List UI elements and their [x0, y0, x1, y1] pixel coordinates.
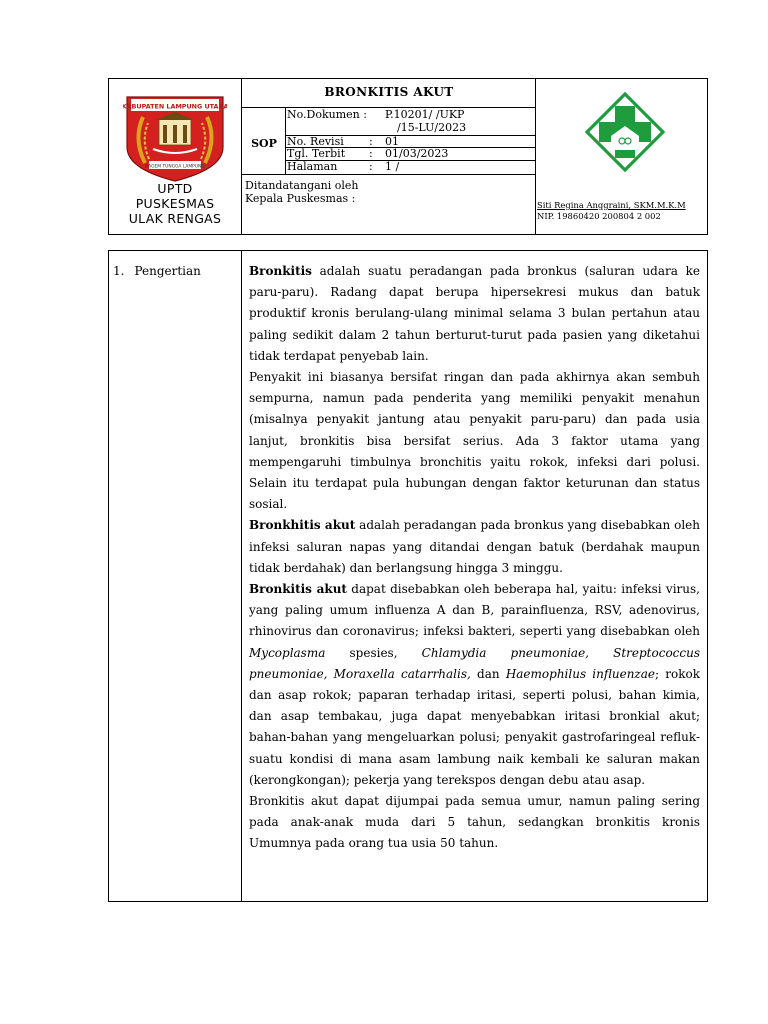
doc-colon: :: [369, 160, 373, 173]
term-bold: Bronkitis akut: [249, 582, 347, 597]
doc-key: No.Dokumen :: [287, 108, 367, 121]
organization-name: [109, 181, 241, 226]
paragraph-text: ; rokok dan asap rokok; paparan terhadap iritasi, seperti polusi, bahan kimia, dan asap tembakau, juga dapat menyebabkan iritasi bronkial akut; bahan-bahan yang mengeluarkan polusi; penyakit gastrofaringeal refluk-suatu kondisi di mana asam lambung naik kembali ke saluran makan (kerongkongan); pekerja yang terekspos dengan debu atau asap.: [249, 666, 700, 787]
paragraph-text: adalah peradangan pada bronkus yang disebabkan oleh infeksi saluran napas yang ditandai dengan batuk (berdahak maupun tidak berdahak) dan berlangsung hingga 3 minggu.: [249, 518, 700, 575]
paragraph: [249, 261, 700, 367]
regency-logo: [123, 89, 227, 189]
section-content: [249, 261, 700, 855]
paragraph-text: adalah suatu peradangan pada bronkus (saluran udara ke paru-paru). Radang dapat berupa hipersekresi mukus dan batuk produktif kronis berulang-ulang minimal selama 3 bulan pertahun atau paling sedikit dalam 2 tahun berturut-turut pada pasien yang diketahui tidak terdapat penyebab lain.: [249, 264, 700, 363]
signer-name: Siti Regina Anggraini, SKM.M.K.M: [537, 200, 686, 210]
doc-key: Tgl. Terbit: [287, 147, 346, 160]
signer-nip: NIP. 19860420 200804 2 002: [537, 211, 661, 221]
sop-label: SOP: [251, 137, 277, 150]
header-divider: [241, 174, 535, 175]
logo-motto: RAGEM TUNGGA LAMPUNG: [145, 164, 205, 170]
doc-value: /15-LU/2023: [397, 121, 467, 134]
doc-value: 1 /: [385, 160, 400, 173]
doc-key: Halaman: [287, 160, 338, 173]
org-line: UPTD: [157, 181, 193, 196]
signature-block: [245, 179, 359, 205]
species-name: Chlamydia pneumoniae, Streptococcus pneumoniae, Moraxella catarrhalis,: [249, 645, 700, 681]
section-number: 1.: [113, 264, 125, 278]
puskesmas-logo: [585, 92, 665, 172]
header-divider: [241, 79, 242, 234]
section-heading: [113, 264, 201, 278]
paragraph: Bronkitis akut dapat dijumpai pada semua umur, namun paling sering pada anak-anak muda dari 5 tahun, sedangkan bronkitis kronis Umumnya pada orang tua usia 50 tahun.: [249, 794, 700, 851]
term-bold: Bronkitis: [249, 264, 312, 278]
document-title: BRONKITIS AKUT: [324, 85, 454, 99]
doc-value: 01/03/2023: [385, 147, 449, 160]
paragraph: Penyakit ini biasanya bersifat ringan dan pada akhirnya akan sembuh sempurna, namun pada penderita yang memiliki penyakit menahun (misalnya penyakit jantung atau penyakit paru-paru) dan pada usia lanjut, bronkitis bisa bersifat serius. Ada 3 faktor utama yang mempengaruhi timbulnya bronchitis yaitu rokok, infeksi dari polusi. Selain itu terdapat pula hubungan dengan faktor keturunan dan status sosial.: [249, 370, 700, 512]
logo-caption: KABUPATEN LAMPUNG UTARA: [123, 102, 227, 111]
paragraph: [249, 579, 700, 791]
org-line: ULAK RENGAS: [128, 211, 222, 226]
doc-key: No. Revisi: [287, 135, 344, 148]
doc-value: P.10201/ /UKP: [385, 108, 465, 121]
org-line: PUSKESMAS: [135, 196, 215, 211]
signature-line: Kepala Puskesmas :: [245, 192, 356, 205]
paragraph-text: dapat disebabkan oleh beberapa hal, yaitu: infeksi virus, yang paling umum influenza A dan B, parainfluenza, RSV, adenovirus, rhinovirus dan coronavirus; infeksi bakteri, seperti yang disebabkan oleh: [249, 582, 700, 639]
section-label: Pengertian: [134, 264, 201, 278]
content-divider: [241, 251, 242, 901]
header-divider: [535, 79, 536, 234]
header-divider: [285, 107, 286, 174]
species-name: Haemophilus influenzae: [505, 666, 656, 681]
term-bold: Bronkhitis akut: [249, 518, 356, 533]
species-name: Mycoplasma: [249, 645, 326, 660]
paragraph: [249, 515, 700, 579]
doc-colon: :: [369, 147, 373, 160]
signature-line: Ditandatangani oleh: [245, 179, 359, 192]
sop-content-table: [108, 250, 708, 902]
paragraph-text: spesies,: [325, 645, 422, 660]
doc-colon: :: [369, 135, 373, 148]
paragraph-text: dan: [470, 666, 506, 681]
signer-info: [537, 200, 686, 222]
doc-value: 01: [385, 135, 399, 148]
document-header: [108, 78, 708, 235]
